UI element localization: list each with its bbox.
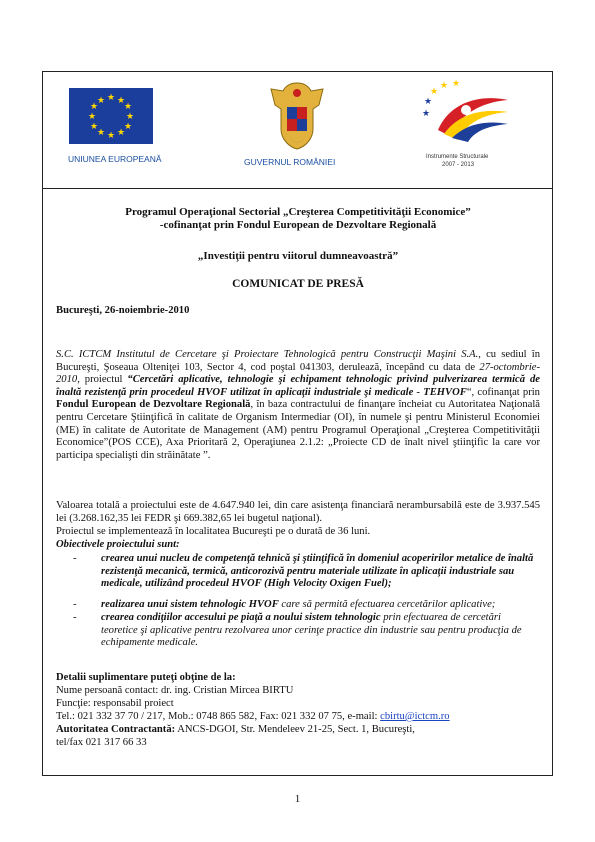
- svg-text:★: ★: [89, 102, 99, 112]
- svg-text:★: ★: [123, 102, 133, 112]
- coat-of-arms-logo: [267, 79, 327, 151]
- logo-bar: [42, 71, 553, 189]
- project-title: “Cercetări aplicative, tehnologie şi echipament tehnologic privind pulverizarea termică de înaltă rezistenţă prin procedeul HVOF utilizat în aplicaţii industriale şi medicale - TEHVOF: [56, 374, 540, 398]
- objective-1: crearea unui nucleu de competenţă tehnică şi ştiinţifică în domeniul acoperirilor metalice de înaltă rezistenţă mecanică, termică, anticorozivă pentru materiale utilizate în aplicaţii industriale sau medicale, utilizând procedeul HVOF (High Velocity Oxigen Fuel);: [101, 553, 534, 590]
- program-title: Programul Operaţional Sectorial „Creşterea Competitivităţii Economice”: [125, 206, 471, 218]
- company-name: S.C. ICTCM Institutul de Cercetare şi Proiectare Tehnologică pentru Construcţii Maşini S.A.: [56, 349, 479, 360]
- email-link[interactable]: cbirtu@ictcm.ro: [380, 711, 450, 722]
- svg-text:★: ★: [116, 96, 126, 106]
- eu-flag-logo: [69, 88, 153, 144]
- government-caption: GUVERNUL ROMÂNIEI: [244, 157, 336, 167]
- structural-instruments-logo: [420, 80, 512, 146]
- svg-text:★: ★: [422, 109, 431, 119]
- objective-2: realizarea unui sistem tehnologic HVOF care să permită efectuarea cercetărilor aplicative;: [101, 599, 496, 610]
- contact-title: Detalii suplimentare puteţi obţine de la:: [56, 672, 236, 683]
- svg-text:★: ★: [87, 112, 97, 122]
- page-number: 1: [294, 793, 301, 805]
- fund-name: Fondul European de Dezvoltare Regională: [56, 399, 251, 411]
- svg-text:★: ★: [424, 97, 433, 107]
- svg-text:★: ★: [125, 112, 135, 122]
- svg-text:★: ★: [123, 122, 133, 132]
- svg-text:★: ★: [96, 96, 106, 106]
- date-line: Bucureşti, 26-noiembrie-2010: [56, 305, 190, 316]
- duration-paragraph: Proiectul se implementează în localitatea Bucureşti pe o durată de 36 luni.: [56, 526, 371, 537]
- authority-telfax: tel/fax 021 317 66 33: [56, 737, 147, 748]
- structural-instruments-caption: Instrumente Structurale: [426, 154, 489, 160]
- program-subtitle: -cofinanţat prin Fondul European de Dezvoltare Regională: [159, 219, 437, 231]
- bullet-mark: -: [73, 612, 77, 623]
- svg-text:★: ★: [89, 122, 99, 132]
- svg-text:★: ★: [116, 128, 126, 138]
- objective-3: crearea condiţiilor accesului pe piaţă a noului sistem tehnologic prin efectuarea de cercetări teoretice şi aplicative pentru rezolvarea unor cerinţe practice din industrie sau pentru producţia de echipamente medicale.: [101, 612, 522, 649]
- svg-text:★: ★: [106, 93, 116, 103]
- slogan: „Investiţii pentru viitorul dumneavoastră”: [197, 250, 399, 262]
- bullet-mark: -: [73, 599, 77, 610]
- intro-paragraph: S.C. ICTCM Institutul de Cercetare şi Proiectare Tehnologică pentru Construcţii Maşini S.A., cu sediul în Bucureşti, Şoseaua Olteniţei 103, Sector 4, cod poştal 041303, derulează, începând cu data de 27-octombrie-2010, proiectul “Cercetări aplicative, tehnologie şi echipament tehnologic privind pulverizarea termică de înaltă rezistenţă prin procedeul HVOF utilizat în aplicaţii industriale şi medicale - TEHVOF“, cofinanţat prin Fondul European de Dezvoltare Regională, în baza contractului de finanţare încheiat cu Autoritatea Naţională pentru Cercetare Ştiinţifică în calitate de Organism Intermediar (OI), în numele şi pentru Ministerul Economiei (ME) în calitate de Autoritate de Management (AM) pentru Programul Operaţional „Creşterea Competitivităţii Economice”(POS CCE), Axa Prioritară 2, Operaţiunea 2.1.2: „Proiecte CD de înalt nivel ştiinţific la care vor participa specialişti din străinătate ”.: [56, 349, 541, 461]
- page-title: COMUNICAT DE PRESĂ: [232, 278, 364, 290]
- contact-function: Funcţie: responsabil proiect: [56, 698, 174, 709]
- svg-text:★: ★: [96, 128, 106, 138]
- contact-phones: Tel.: 021 332 37 70 / 217, Mob.: 0748 865 582, Fax: 021 332 07 75, e-mail: cbirtu@ictcm.ro: [56, 711, 450, 722]
- objectives-title: Obiectivele proiectului sunt:: [56, 539, 180, 550]
- svg-text:★: ★: [452, 80, 461, 89]
- svg-text:★: ★: [430, 87, 439, 97]
- svg-text:★: ★: [106, 131, 116, 141]
- contracting-authority: Autoritatea Contractantă: ANCS-DGOI, Str. Mendeleev 21-25, Sect. 1, Bucureşti,: [56, 724, 415, 735]
- contact-person: Nume persoană contact: dr. ing. Cristian Mircea BIRTU: [56, 685, 294, 696]
- structural-instruments-years: 2007 - 2013: [442, 162, 475, 168]
- svg-text:★: ★: [440, 81, 449, 91]
- eu-caption: UNIUNEA EUROPEANĂ: [68, 154, 162, 164]
- bullet-mark: -: [73, 553, 77, 564]
- start-date: 27-octombrie-2010: [56, 361, 540, 386]
- value-paragraph: Valoarea totală a proiectului este de 4.647.940 lei, din care asistenţa financiară nerambursabilă este de 3.937.545 lei (3.268.162,35 lei FEDR şi 669.382,65 lei bugetul naţional).: [56, 500, 540, 524]
